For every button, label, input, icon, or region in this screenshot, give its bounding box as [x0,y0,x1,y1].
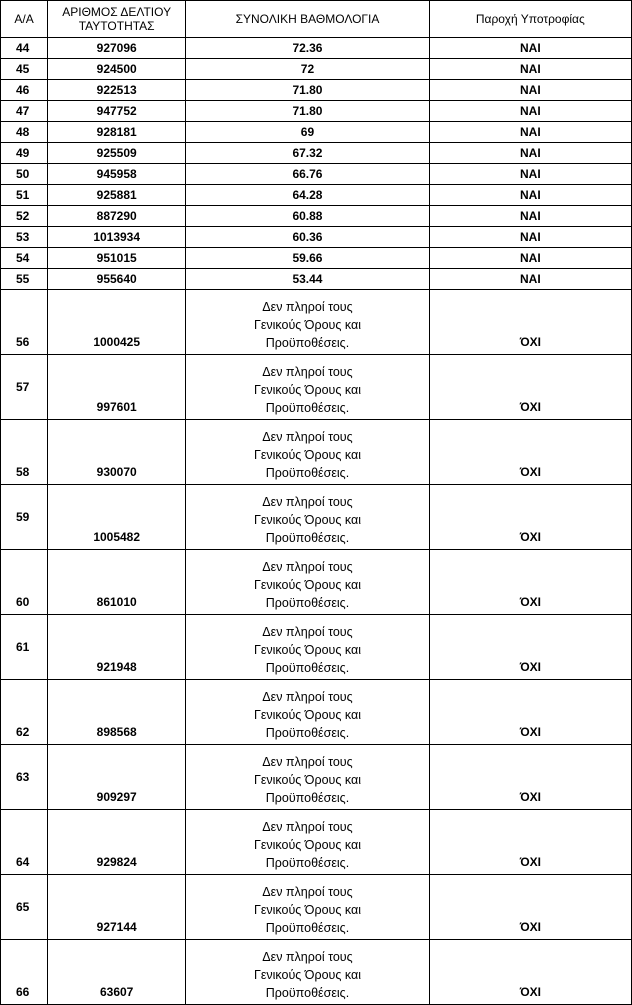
row-total-score [186,420,429,485]
table-row [1,164,632,185]
row-grant: ΌΧΙ [429,745,631,810]
row-aa: 51 [1,185,48,206]
row-total-score [186,745,429,810]
table-row [1,680,632,745]
row-grant: ΝΑΙ [429,185,631,206]
row-aa: 49 [1,143,48,164]
row-grant: ΝΑΙ [429,59,631,80]
row-id-number: 922513 [48,80,186,101]
ineligible-text-line: Δεν πληροί τους [262,950,353,964]
row-total-score: 71.80 [186,101,429,122]
row-aa: 64 [1,810,48,875]
row-grant: ΝΑΙ [429,206,631,227]
row-aa: 65 [1,875,48,940]
row-id-number: 887290 [48,206,186,227]
row-aa: 55 [1,269,48,290]
table-row [1,80,632,101]
row-id-number: 1000425 [48,290,186,355]
ineligible-text-line: Δεν πληροί τους [262,755,353,769]
table-row [1,550,632,615]
row-id-number: 930070 [48,420,186,485]
row-total-score: 59.66 [186,248,429,269]
row-total-score [186,355,429,420]
row-grant: ΝΑΙ [429,38,631,59]
row-total-score: 71.80 [186,80,429,101]
row-aa: 62 [1,680,48,745]
row-grant: ΌΧΙ [429,290,631,355]
table-row [1,269,632,290]
ineligible-text-line: Γενικούς Όρους και [253,903,361,917]
row-id-number: 925881 [48,185,186,206]
table-row [1,38,632,59]
header-total-score: ΣΥΝΟΛΙΚΗ ΒΑΘΜΟΛΟΓΙΑ [186,1,429,38]
ineligible-text-line: Δεν πληροί τους [262,495,353,509]
row-grant: ΝΑΙ [429,227,631,248]
ineligible-text-line: Γενικούς Όρους και [253,643,361,657]
ineligible-text-line: Προϋποθέσεις. [265,921,350,935]
table-row [1,615,632,680]
ineligible-text-line: Δεν πληροί τους [262,560,353,574]
table-row [1,248,632,269]
row-aa: 61 [1,615,48,680]
table-row [1,101,632,122]
ineligible-text-line: Δεν πληροί τους [262,430,353,444]
row-grant: ΌΧΙ [429,875,631,940]
row-aa: 59 [1,485,48,550]
table-row [1,485,632,550]
row-aa: 47 [1,101,48,122]
table-row [1,122,632,143]
row-grant: ΌΧΙ [429,485,631,550]
row-id-number: 945958 [48,164,186,185]
ineligible-text-line: Γενικούς Όρους και [253,513,361,527]
row-grant: ΌΧΙ [429,420,631,485]
row-total-score: 72 [186,59,429,80]
ineligible-text-line: Γενικούς Όρους και [253,773,361,787]
ineligible-text-line: Προϋποθέσεις. [265,596,350,610]
row-aa: 54 [1,248,48,269]
row-id-number: 63607 [48,940,186,1005]
table-row [1,59,632,80]
table-row [1,940,632,1005]
table-row [1,206,632,227]
row-total-score [186,875,429,940]
row-id-number: 909297 [48,745,186,810]
row-total-score [186,485,429,550]
row-grant: ΝΑΙ [429,269,631,290]
row-grant: ΌΧΙ [429,550,631,615]
row-aa: 48 [1,122,48,143]
row-aa: 53 [1,227,48,248]
header-id-number [48,1,186,38]
ineligible-text-line: Δεν πληροί τους [262,300,353,314]
table-row [1,745,632,810]
ineligible-text-line: Προϋποθέσεις. [265,401,350,415]
ineligible-text-line: Γενικούς Όρους και [253,383,361,397]
header-row [1,1,632,38]
row-id-number: 925509 [48,143,186,164]
table-row [1,143,632,164]
row-grant: ΝΑΙ [429,143,631,164]
header-id-line1: ΑΡΙΘΜΟΣ ΔΕΛΤΙΟΥ [62,5,172,19]
row-id-number: 924500 [48,59,186,80]
row-aa: 45 [1,59,48,80]
ineligible-text-line: Προϋποθέσεις. [265,856,350,870]
ineligible-text-line: Γενικούς Όρους και [253,708,361,722]
row-total-score [186,290,429,355]
row-total-score [186,550,429,615]
ineligible-text-line: Προϋποθέσεις. [265,336,350,350]
ineligible-text-line: Δεν πληροί τους [262,365,353,379]
row-total-score: 60.36 [186,227,429,248]
row-total-score: 64.28 [186,185,429,206]
ineligible-text-line: Προϋποθέσεις. [265,726,350,740]
row-id-number: 927144 [48,875,186,940]
ineligible-text-line: Γενικούς Όρους και [253,318,361,332]
row-grant: ΌΧΙ [429,615,631,680]
row-aa: 52 [1,206,48,227]
row-total-score: 53.44 [186,269,429,290]
header-id-line2: ΤΑΥΤΟΤΗΤΑΣ [78,19,155,33]
table-row [1,227,632,248]
table-row [1,355,632,420]
row-total-score: 69 [186,122,429,143]
ineligible-text-line: Δεν πληροί τους [262,820,353,834]
table-row [1,185,632,206]
table-row [1,290,632,355]
table-row [1,420,632,485]
ineligible-text-line: Γενικούς Όρους και [253,968,361,982]
row-total-score: 67.32 [186,143,429,164]
row-id-number: 929824 [48,810,186,875]
row-id-number: 861010 [48,550,186,615]
header-aa: Α/Α [1,1,48,38]
row-aa: 46 [1,80,48,101]
ineligible-text-line: Γενικούς Όρους και [253,448,361,462]
row-grant: ΝΑΙ [429,80,631,101]
row-aa: 50 [1,164,48,185]
row-total-score: 72.36 [186,38,429,59]
row-id-number: 951015 [48,248,186,269]
ineligible-text-line: Προϋποθέσεις. [265,791,350,805]
row-aa: 44 [1,38,48,59]
row-grant: ΝΑΙ [429,101,631,122]
row-id-number: 1005482 [48,485,186,550]
ineligible-text-line: Δεν πληροί τους [262,690,353,704]
row-aa: 66 [1,940,48,1005]
row-total-score [186,615,429,680]
row-id-number: 1013934 [48,227,186,248]
row-grant: ΌΧΙ [429,680,631,745]
ineligible-text-line: Δεν πληροί τους [262,885,353,899]
ineligible-text-line: Προϋποθέσεις. [265,661,350,675]
ineligible-text-line: Προϋποθέσεις. [265,531,350,545]
row-total-score [186,680,429,745]
ineligible-text-line: Γενικούς Όρους και [253,578,361,592]
row-aa: 57 [1,355,48,420]
row-aa: 63 [1,745,48,810]
row-id-number: 898568 [48,680,186,745]
row-aa: 58 [1,420,48,485]
row-total-score [186,940,429,1005]
row-id-number: 927096 [48,38,186,59]
row-id-number: 921948 [48,615,186,680]
ineligible-text-line: Προϋποθέσεις. [265,986,350,1000]
row-id-number: 947752 [48,101,186,122]
ineligible-text-line: Δεν πληροί τους [262,625,353,639]
row-id-number: 955640 [48,269,186,290]
row-total-score [186,810,429,875]
table-row [1,810,632,875]
row-grant: ΝΑΙ [429,248,631,269]
row-grant: ΌΧΙ [429,810,631,875]
row-grant: ΌΧΙ [429,355,631,420]
row-id-number: 997601 [48,355,186,420]
row-aa: 56 [1,290,48,355]
table-row [1,875,632,940]
header-scholarship-grant: Παροχή Υποτροφίας [429,1,631,38]
row-aa: 60 [1,550,48,615]
ineligible-text-line: Προϋποθέσεις. [265,466,350,480]
row-grant: ΝΑΙ [429,122,631,143]
row-id-number: 928181 [48,122,186,143]
row-total-score: 60.88 [186,206,429,227]
ineligible-text-line: Γενικούς Όρους και [253,838,361,852]
row-grant: ΝΑΙ [429,164,631,185]
row-total-score: 66.76 [186,164,429,185]
row-grant: ΌΧΙ [429,940,631,1005]
